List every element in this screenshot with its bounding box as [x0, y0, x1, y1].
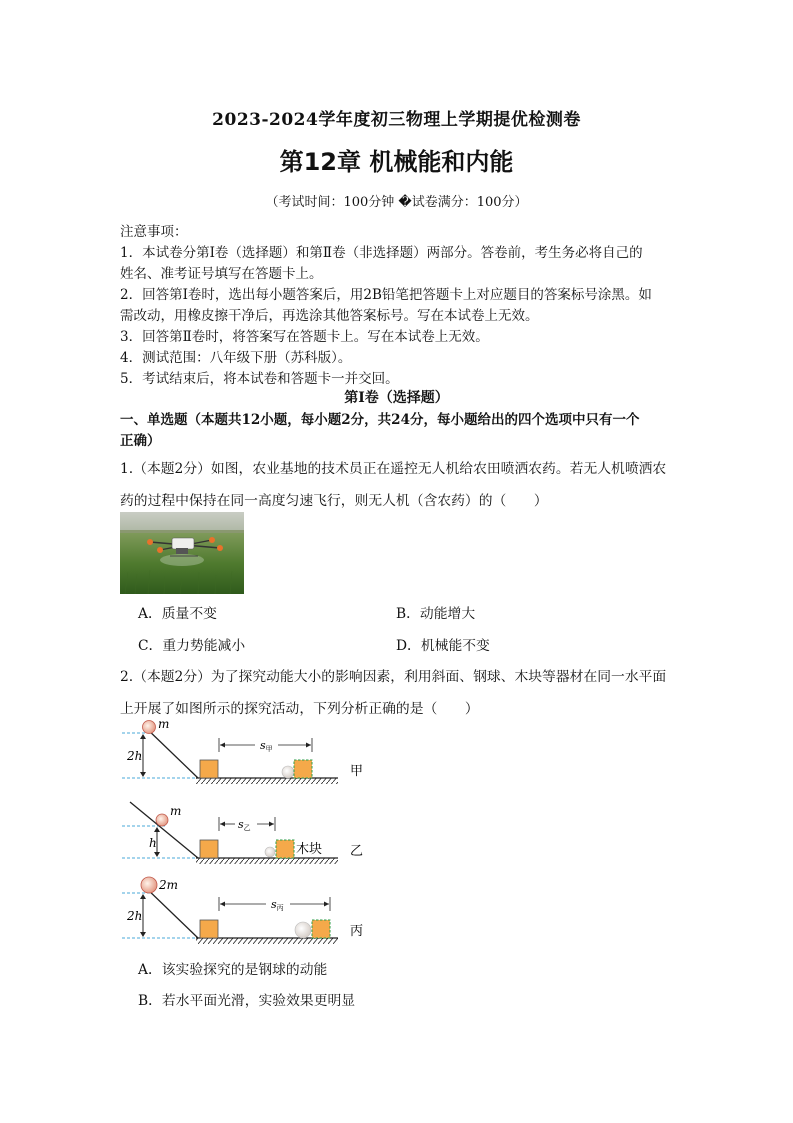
diagram-row-label: 丙 [350, 924, 364, 939]
notes-line: 4．测试范围：八年级下册（苏科版）。 [120, 350, 352, 366]
diagram-distance-label: s [260, 739, 266, 752]
diagram-row-label: 甲 [350, 764, 364, 779]
diagram-row-bing [122, 877, 363, 944]
diagram-height-label: h [149, 836, 157, 850]
diagram-height-label: 2h [127, 749, 143, 763]
section-heading-line: 正确） [120, 433, 161, 449]
notes-line: 5．考试结束后，将本试卷和答题卡一并交回。 [120, 371, 399, 387]
question2-option-a[interactable]: A．该实验探究的是钢球的动能 [138, 962, 328, 978]
diagram-row-jia [122, 717, 363, 784]
diagram-row-label: 乙 [350, 844, 364, 859]
notes-line: 1．本试卷分第Ⅰ卷（选择题）和第Ⅱ卷（非选择题）两部分。答卷前，考生务必将自己的 [120, 245, 643, 261]
question1-stem: 1.（本题2分）如图，农业基地的技术员正在遥控无人机给农田喷洒农药。若无人机喷洒农 [120, 461, 667, 477]
diagram-distance-subscript: 甲 [265, 745, 273, 753]
diagram-distance-label: s [238, 818, 244, 831]
question2-stem: 上开展了如图所示的探究活动，下列分析正确的是（ ） [120, 701, 479, 717]
question1-option-a[interactable]: A．质量不变 [138, 606, 217, 622]
svg-text:s丙 [271, 898, 284, 912]
svg-text:s乙 [238, 818, 251, 832]
diagram-mass-label: 2m [159, 878, 179, 892]
notes-line: 姓名、准考证号填写在答题卡上。 [120, 266, 323, 282]
notes-section [120, 222, 680, 390]
diagram-height-label: 2h [127, 909, 143, 923]
diagram-row-yi [122, 802, 363, 864]
question1-option-c[interactable]: C．重力势能减小 [138, 638, 246, 654]
section-heading [120, 410, 680, 452]
exam-info: （考试时间：100分钟 �试卷满分：100分） [265, 195, 528, 210]
exam-title: 2023-2024学年度初三物理上学期提优检测卷 [212, 110, 581, 130]
diagram-block-label: 木块 [296, 842, 323, 857]
diagram-distance-subscript: 乙 [243, 824, 251, 832]
diagram-mass-label: m [170, 804, 182, 818]
chapter-title: 第12章 机械能和内能 [279, 148, 514, 176]
question2-option-b[interactable]: B．若水平面光滑，实验效果更明显 [138, 993, 356, 1009]
question2-stem: 2.（本题2分）为了探究动能大小的影响因素，利用斜面、钢球、木块等器材在同一水平面 [120, 669, 667, 685]
notes-line: 3．回答第Ⅱ卷时，将答案写在答题卡上。写在本试卷上无效。 [120, 329, 489, 345]
part-title: 第Ⅰ卷（选择题） [344, 390, 449, 406]
diagram-mass-label: m [158, 717, 170, 731]
drone-spraying-photo [120, 512, 244, 594]
notes-line: 需改动，用橡皮擦干净后，再选涂其他答案标号。写在本试卷上无效。 [120, 308, 539, 324]
question1-option-b[interactable]: B．动能增大 [396, 606, 476, 622]
kinetic-energy-experiment-diagram [118, 716, 378, 950]
question1-option-d[interactable]: D．机械能不变 [396, 638, 490, 654]
notes-line: 2．回答第Ⅰ卷时，选出每小题答案后，用2B铅笔把答题卡上对应题目的答案标号涂黑。如 [120, 287, 652, 303]
diagram-distance-subscript: 丙 [276, 904, 284, 912]
section-heading-line: 一、单选题（本题共12小题，每小题2分，共24分，每小题给出的四个选项中只有一个 [120, 412, 640, 428]
question1-stem: 药的过程中保持在同一高度匀速飞行，则无人机（含农药）的（ ） [120, 493, 548, 509]
notes-heading: 注意事项： [120, 224, 188, 240]
diagram-distance-label: s [271, 898, 277, 911]
svg-text:s甲 [260, 739, 273, 753]
